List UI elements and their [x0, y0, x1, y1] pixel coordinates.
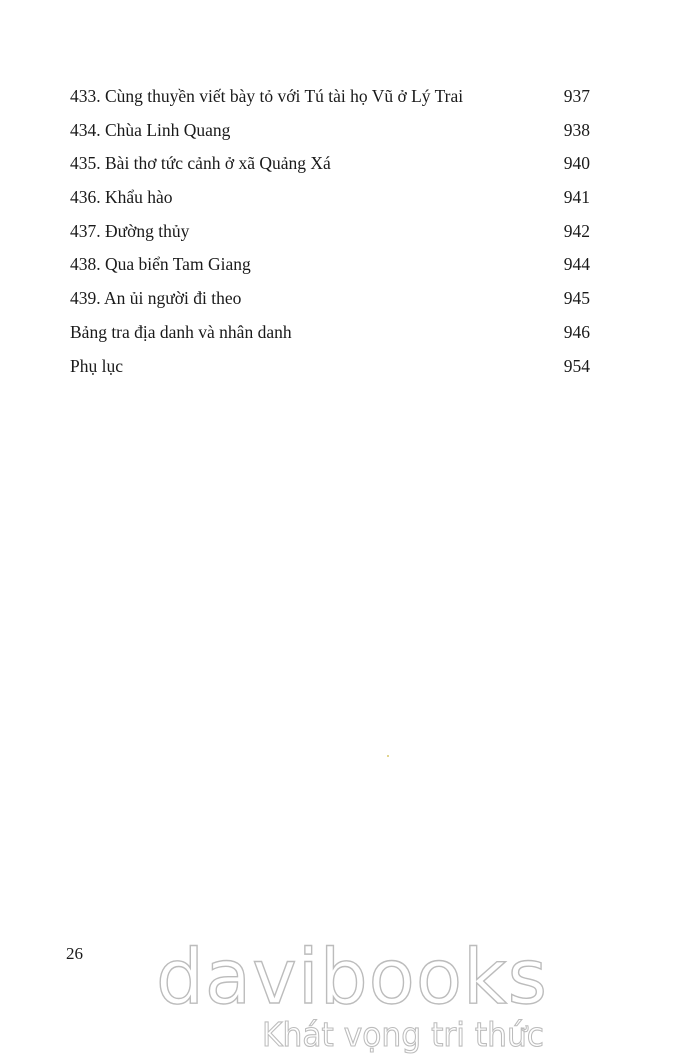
toc-entry-page: 937: [563, 86, 590, 106]
toc-entry-title: 437. Đường thủy: [70, 220, 190, 241]
toc-entry-title: Bảng tra địa danh và nhân danh: [70, 321, 292, 342]
toc-entry-page: 942: [563, 220, 590, 241]
toc-entry-page: 954: [563, 355, 590, 376]
toc-entry-title: Phụ lục: [70, 355, 123, 376]
page-number: 26: [66, 944, 83, 963]
toc-entry-title: 439. An ủi người đi theo: [70, 288, 242, 309]
toc-entry-page: 941: [563, 187, 590, 208]
watermark-tagline: Khát vọng tri thức: [262, 1015, 544, 1054]
toc-entry-title: 434. Chùa Linh Quang: [70, 119, 231, 140]
toc-entry-page: 938: [563, 119, 590, 140]
toc-entry-title: 438. Qua biển Tam Giang: [70, 254, 251, 275]
toc-entry-title: 435. Bài thơ tức cảnh ở xã Quảng Xá: [70, 153, 331, 174]
toc-entry-title: 433. Cùng thuyền viết bày tỏ với Tú tài họ Vũ ở Lý Trai: [70, 86, 464, 106]
toc-entry-title: 436. Khẩu hào: [70, 187, 173, 208]
toc-entry-page: 940: [563, 153, 590, 174]
toc-entry-page: 944: [563, 254, 590, 275]
toc-entry-page: 945: [563, 288, 590, 309]
watermark-brand: davibooks: [156, 932, 548, 1021]
toc-entry-page: 946: [563, 321, 590, 342]
